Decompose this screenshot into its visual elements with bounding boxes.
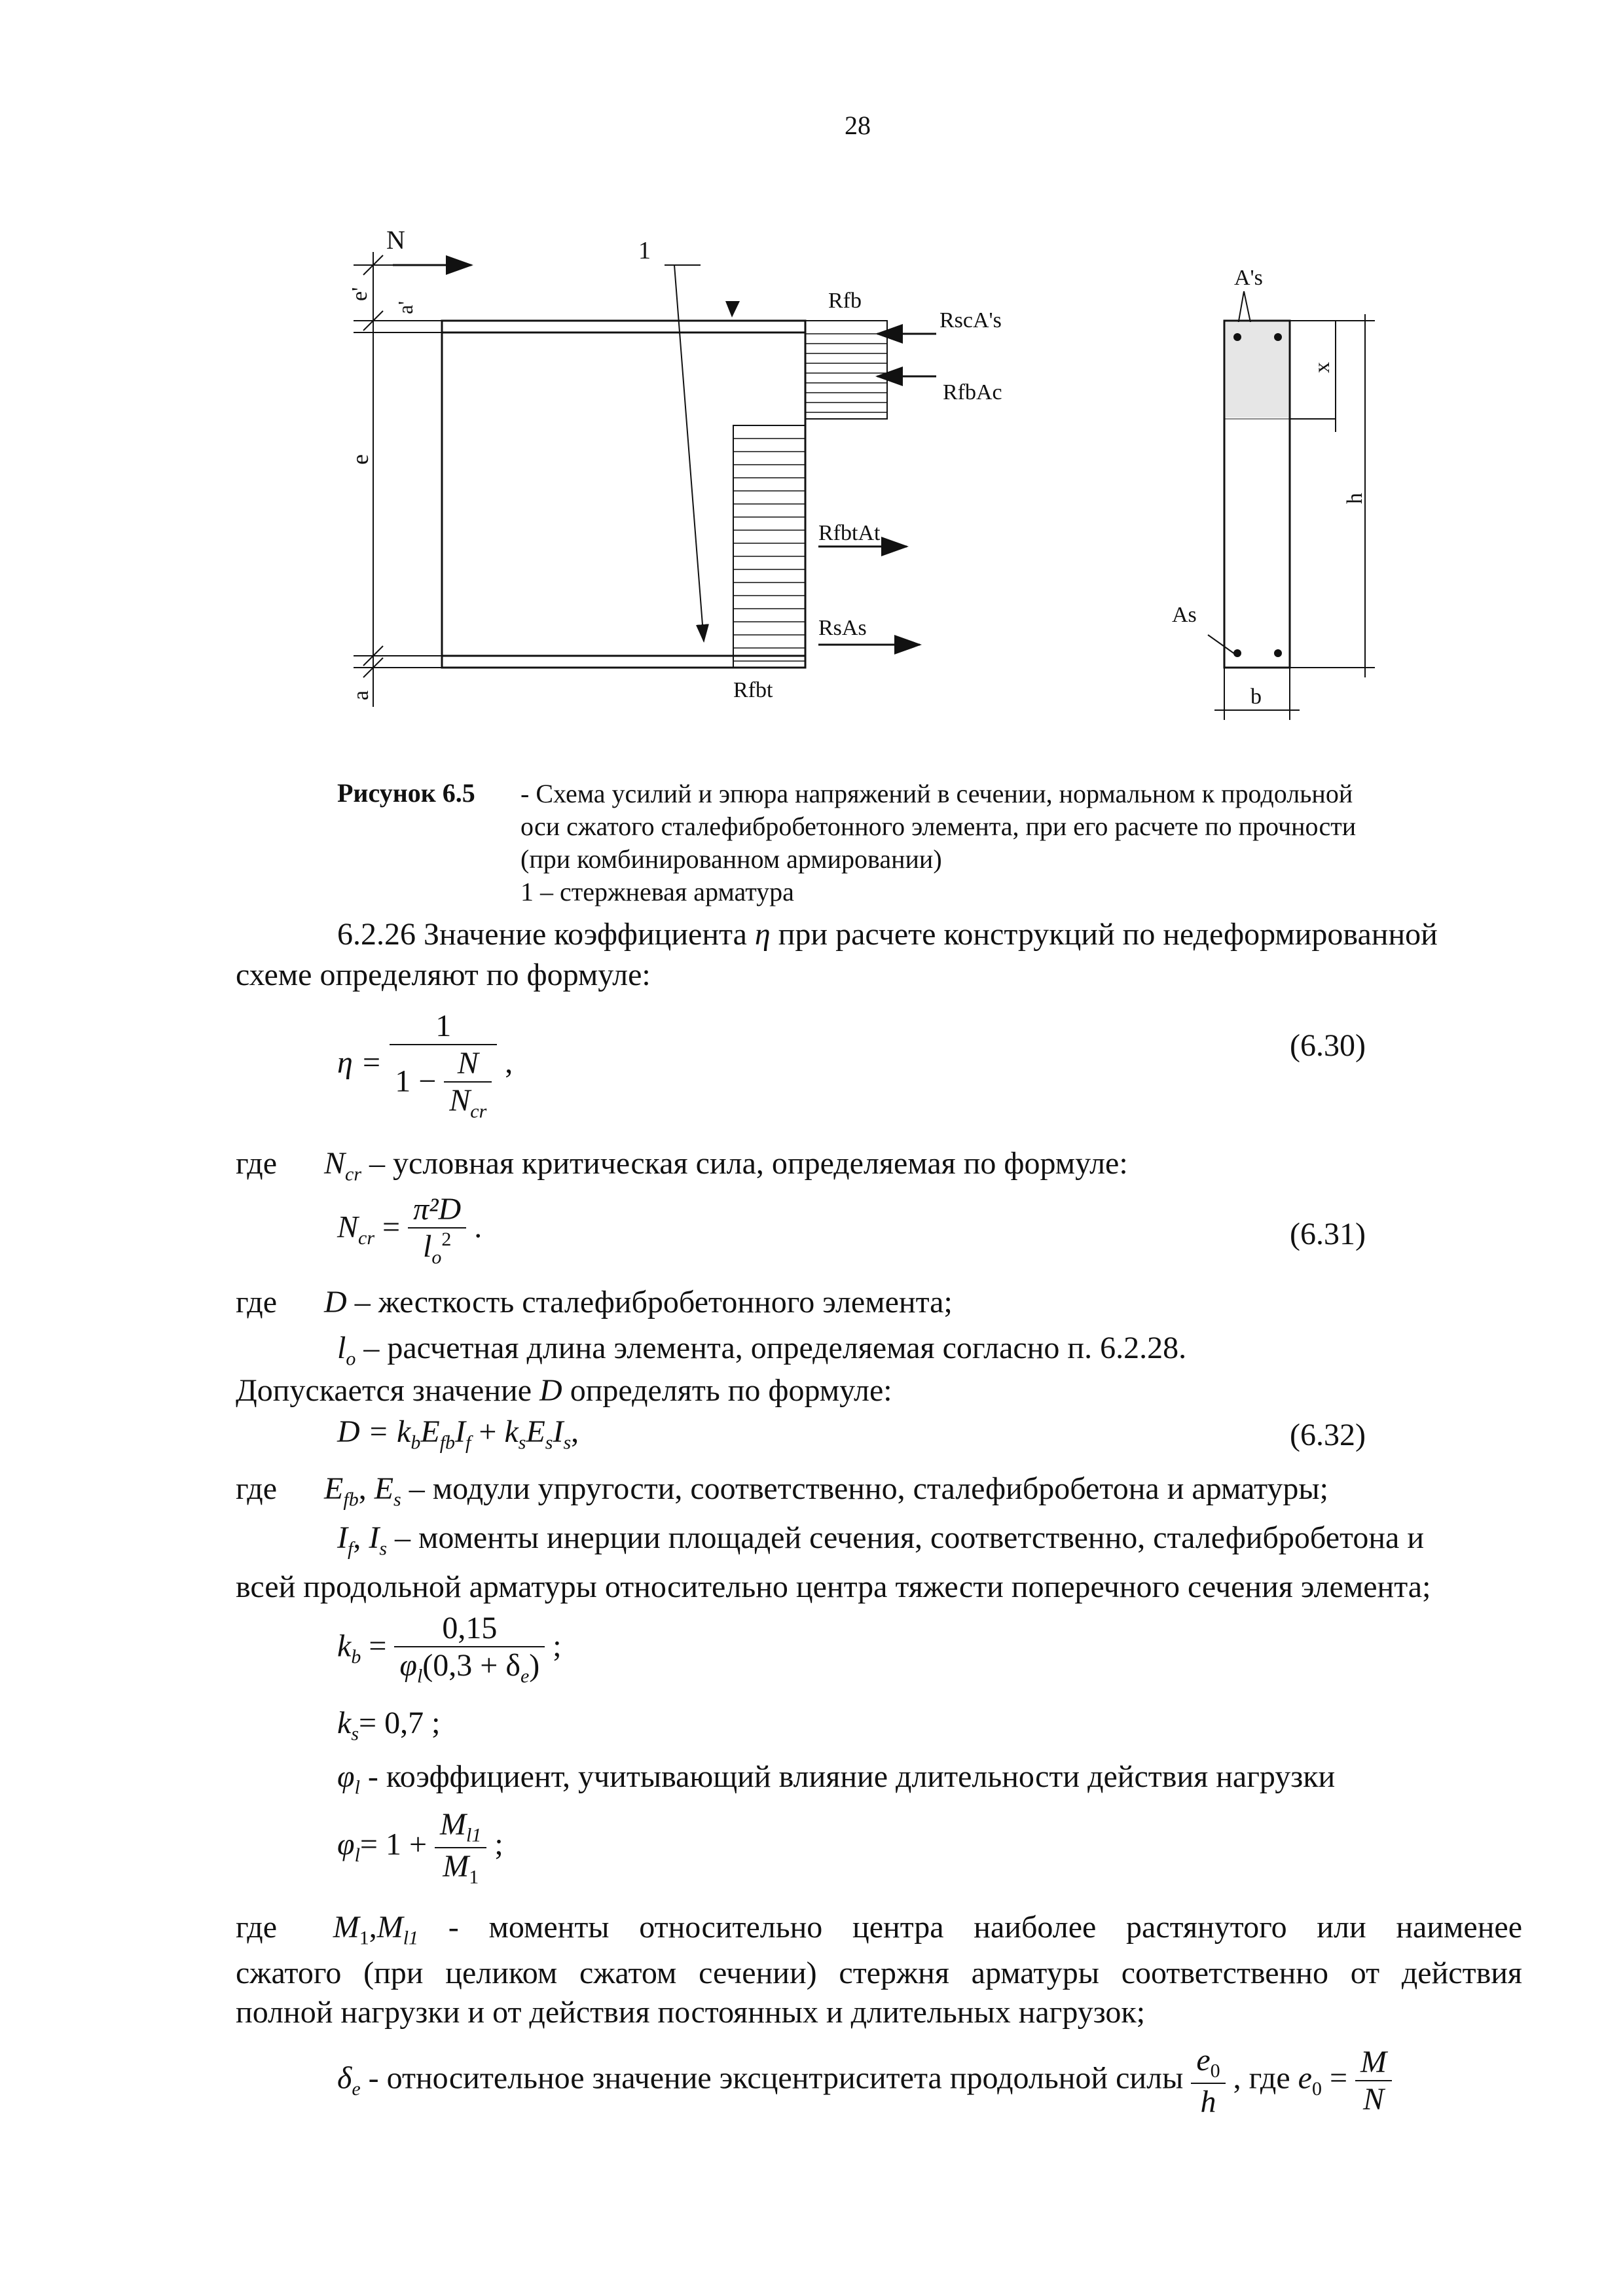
caption-line: оси сжатого сталефибробетонного элемента, при его расчете по прочности — [520, 812, 1357, 841]
label-x: x — [1310, 362, 1334, 373]
label-e: e — [347, 454, 373, 465]
equation-kb: $k_b$ = $\frac{0,15}{\varphi_l(0,3 + \delta_e)}$ ; — [337, 1611, 562, 1687]
label-b: b — [1250, 685, 1262, 709]
bottom-rebar-left — [1233, 649, 1241, 657]
label-RscAs: RscA's — [939, 308, 1002, 332]
equation-6-30: η = 1 1 − $\frac{N}{N_{cr}}$ , — [337, 1009, 513, 1122]
label-Rfbt: Rfbt — [733, 678, 773, 702]
label-RfbtAt: RfbtAt — [818, 521, 881, 545]
caption-line: 1 – стержневая арматура — [520, 877, 794, 906]
where-m1-line2: сжатого (при целиком сжатом сечении) стержня арматуры соответственно от действия — [236, 1956, 1522, 1990]
where-lo: $l_o$ – расчетная длина элемента, определяемая согласно п. 6.2.28. — [337, 1331, 1187, 1370]
label-Rfb: Rfb — [828, 289, 862, 313]
label-1: 1 — [638, 237, 651, 264]
equation-number-6-32: (6.32) — [1290, 1418, 1366, 1452]
figure-caption-label: Рисунок 6.5 — [337, 778, 475, 808]
bottom-rebar-right — [1274, 649, 1282, 657]
label-RfbAc: RfbAc — [943, 380, 1002, 404]
pointer-mark — [725, 301, 740, 317]
label-As-top: A's — [1234, 266, 1263, 290]
page-number: 28 — [845, 111, 871, 140]
phi-definition: $\varphi_l$ - коэффициент, учитывающий влияние длительности действия нагрузки — [337, 1759, 1336, 1799]
section-outline — [442, 321, 805, 668]
where-m1: где $M_1,M_{l1}$ - моменты относительно центра наиболее растянутого или наименее — [236, 1910, 1522, 1949]
where-m1-line3: полной нагрузки и от действия постоянных и длительных нагрузок; — [236, 1995, 1146, 2030]
where-i-line2: всей продольной арматуры относительно центра тяжести поперечного сечения элемента; — [236, 1570, 1431, 1604]
equation-6-31: $N_{cr}$ = $\frac{\text{π²D}}{l_o^2}$ . — [337, 1192, 483, 1268]
label-As-bottom: As — [1172, 603, 1197, 627]
tension-block — [733, 425, 805, 668]
where-d: где D – жесткость сталефибробетонного элемента; — [236, 1285, 953, 1319]
caption-line: - Схема усилий и эпюра напряжений в сечении, нормальном к продольной — [520, 779, 1353, 808]
where-i: $I_f$, $I_s$ – моменты инерции площадей сечения, соответственно, сталефибробетона и — [337, 1520, 1425, 1560]
compression-block — [805, 321, 887, 419]
para-6-2-26-line2: схеме определяют по формуле: — [236, 958, 651, 992]
para-6-2-26-line1: 6.2.26 Значение коэффициента η при расчете конструкций по недеформированной — [337, 917, 1438, 952]
equation-ks: $k_s= 0,7$ ; — [337, 1706, 441, 1745]
delta-definition: $\delta_e$ - относительное значение эксцентриситета продольной силы $\frac{e_0}{h}$ , где $e_0$ = $\frac{M}{N}$ — [337, 2042, 1392, 2120]
equation-phi: $\varphi_l= 1$ + $\frac{M_{l1}}{M_1}$ ; — [337, 1807, 503, 1888]
equation-number-6-30: (6.30) — [1290, 1028, 1366, 1063]
label-RsAs: RsAs — [818, 616, 867, 640]
label-a: a — [349, 690, 373, 700]
label-e-prime: e' — [348, 287, 372, 301]
where-e: где $E_{fb}$, $E_s$ – модули упругости, соответственно, сталефибробетона и арматуры; — [236, 1471, 1328, 1511]
allowed-line: Допускается значение D определять по формуле: — [236, 1373, 892, 1408]
figure-6-5 — [308, 216, 1421, 753]
top-rebar-left — [1233, 333, 1241, 341]
top-rebar-right — [1274, 333, 1282, 341]
equation-number-6-31: (6.31) — [1290, 1217, 1366, 1251]
caption-line: (при комбинированном армировании) — [520, 844, 942, 874]
where-ncr: где $N_{cr}$ – условная критическая сила, определяемая по формуле: — [236, 1146, 1128, 1185]
label-a-prime: a' — [393, 301, 417, 314]
equation-6-32: $D = k_bE_{fb}I_f + k_sE_sI_s$, — [337, 1414, 579, 1454]
label-h: h — [1343, 493, 1367, 504]
label-N: N — [386, 225, 405, 255]
figure-caption — [520, 778, 1356, 908]
